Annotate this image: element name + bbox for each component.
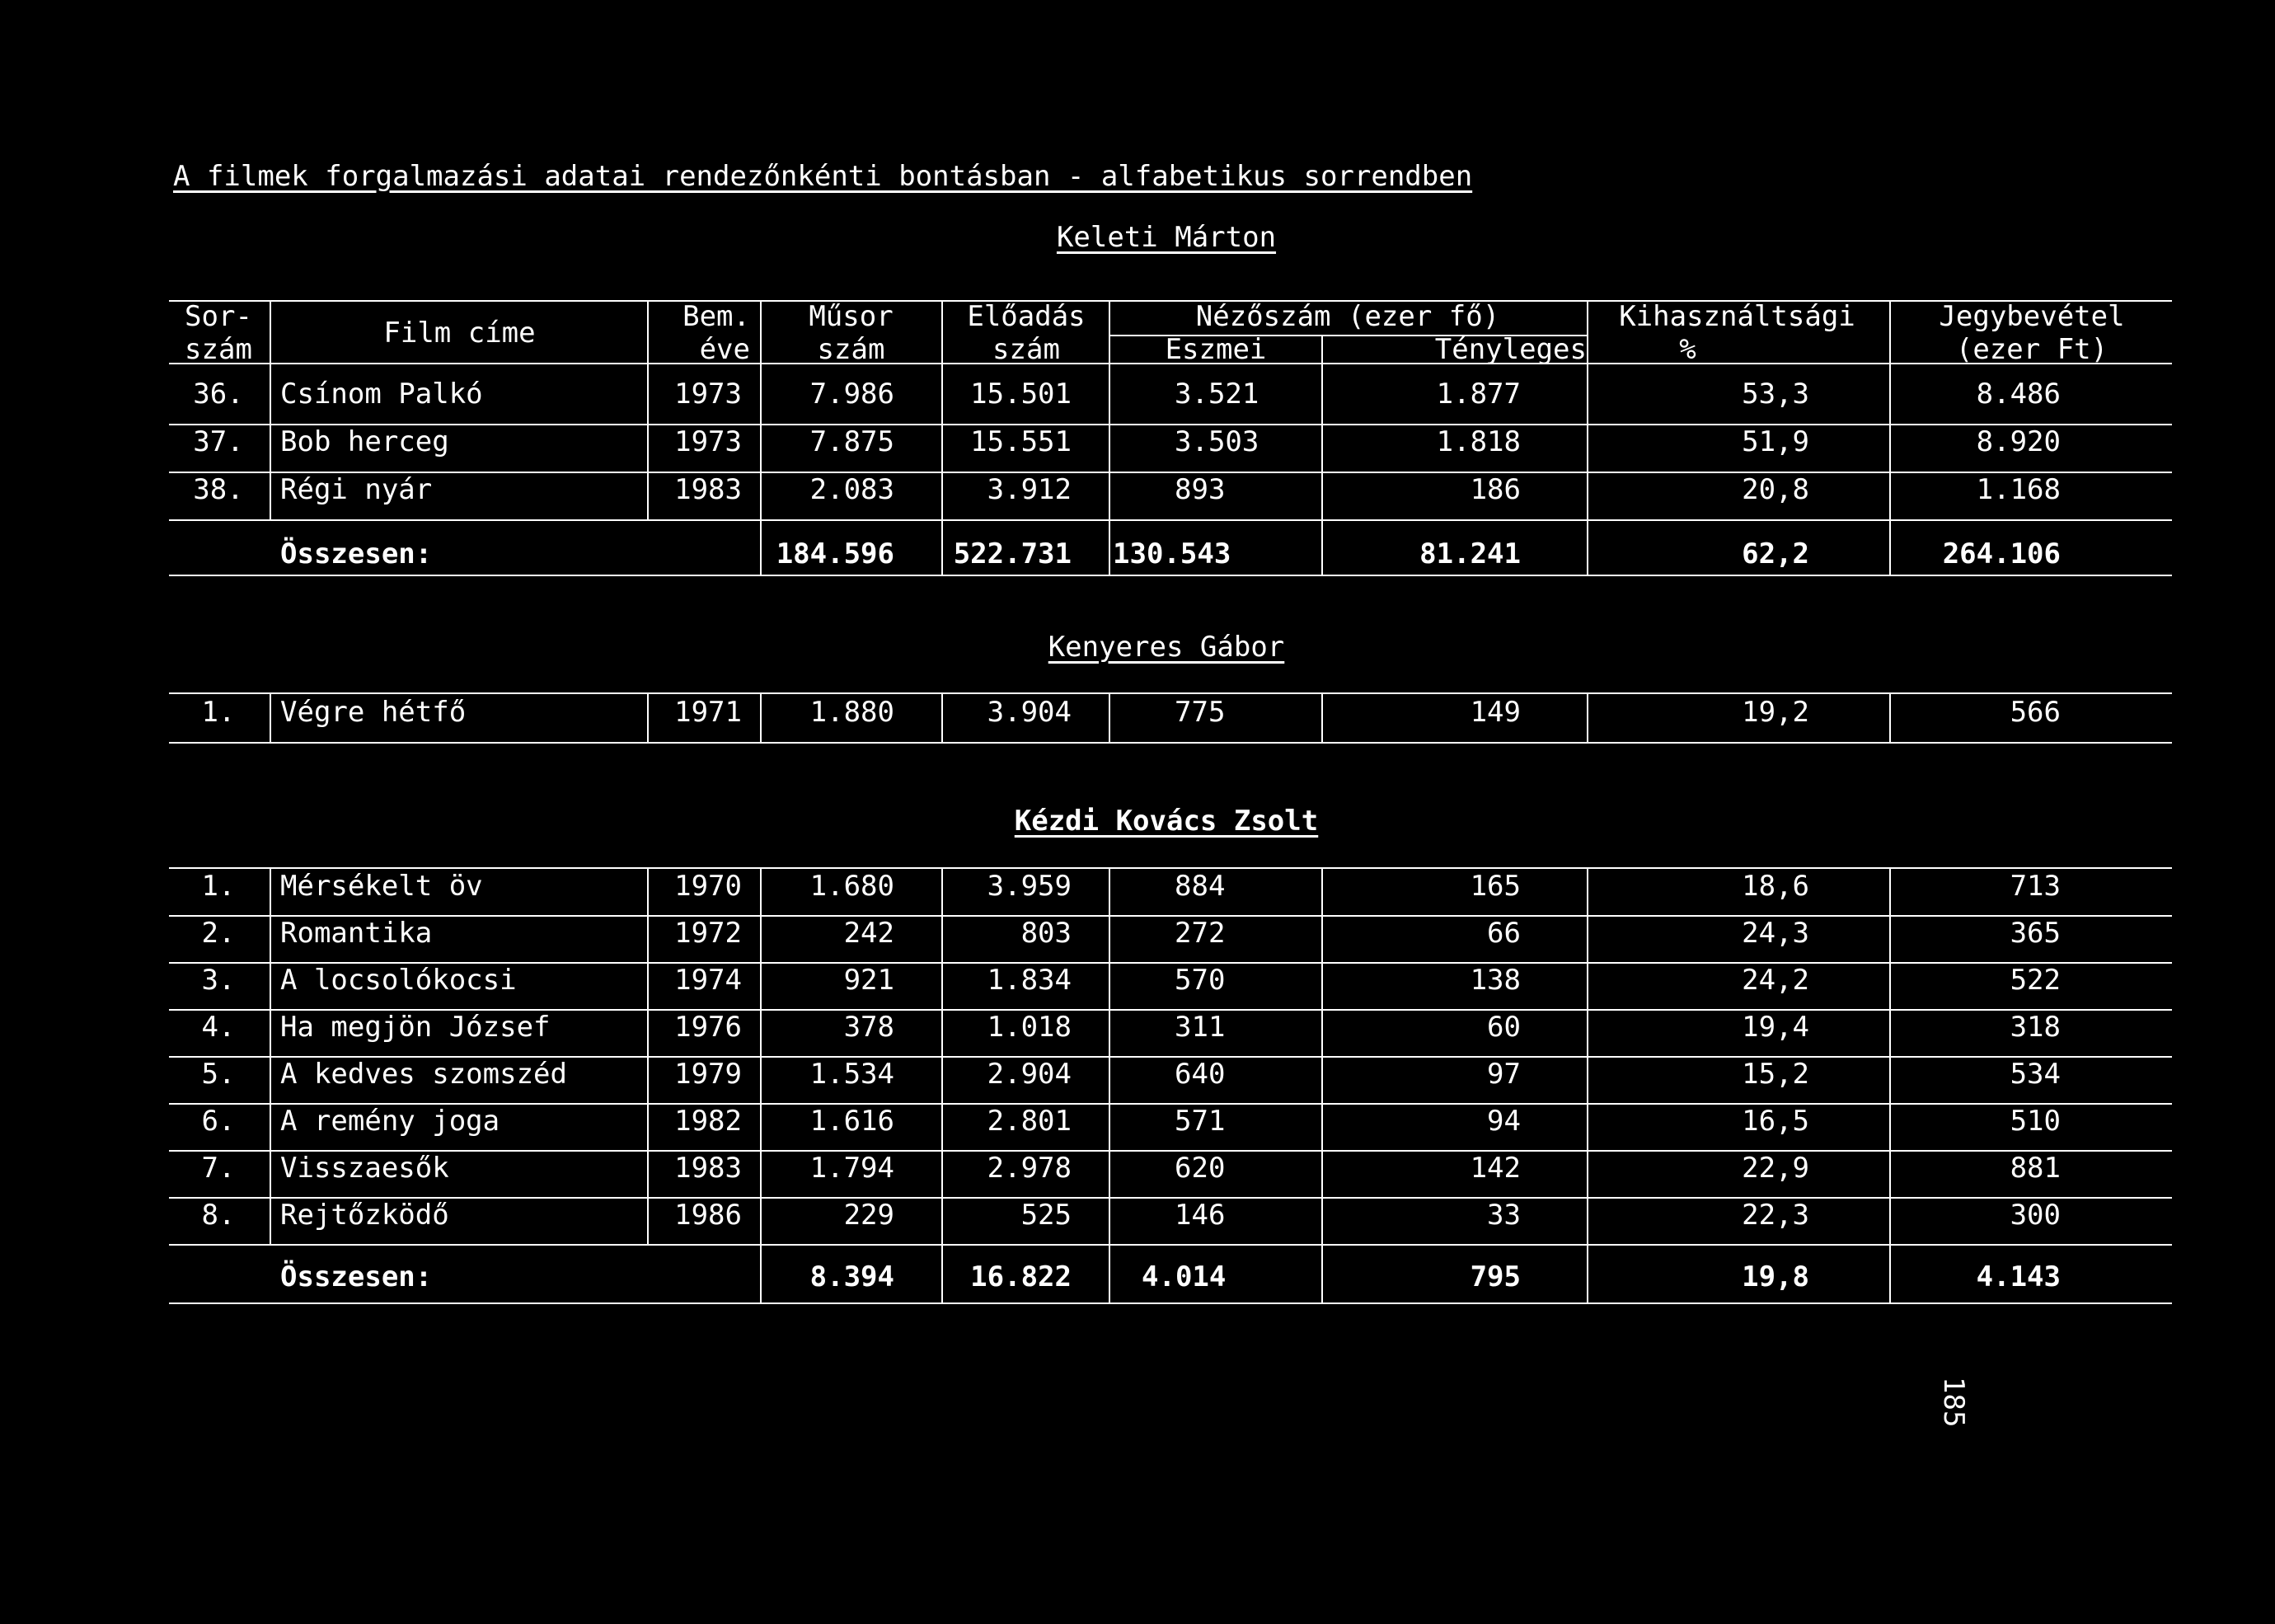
eloadas-value: 803 (1020, 917, 1072, 950)
release-year: 1970 (674, 870, 742, 903)
musor-value: 7.986 (809, 378, 894, 411)
release-year: 1971 (674, 696, 742, 729)
row-number: 37. (193, 425, 244, 458)
tenyleges-value: 165 (1470, 870, 1521, 903)
jegybevetel-value: 318 (2010, 1011, 2061, 1044)
header-nezoszam: Nézőszám (ezer fő) (1195, 300, 1500, 333)
release-year: 1973 (674, 425, 742, 458)
film-title: Ha megjön József (280, 1011, 551, 1044)
row-number: 4. (201, 1011, 236, 1044)
eszmei-value: 3.503 (1175, 425, 1259, 458)
total-eszmei: 130.543 (1113, 537, 1231, 570)
header-sorszam-1: Sor- (185, 300, 252, 333)
eloadas-value: 15.501 (970, 378, 1072, 411)
kihasznaltsag-value: 24,3 (1742, 917, 1809, 950)
eloadas-value: 2.904 (987, 1058, 1072, 1091)
kihasznaltsag-value: 16,5 (1742, 1105, 1809, 1138)
kihasznaltsag-value: 22,9 (1742, 1152, 1809, 1185)
header-musor-2: szám (817, 333, 885, 366)
musor-value: 1.680 (809, 870, 894, 903)
total-tenyleges: 81.241 (1419, 537, 1521, 570)
total-musor: 8.394 (809, 1260, 894, 1293)
jegybevetel-value: 365 (2010, 917, 2061, 950)
page-number: 185 (1937, 1377, 1970, 1428)
jegybevetel-value: 534 (2010, 1058, 2061, 1091)
tenyleges-value: 138 (1470, 964, 1521, 997)
film-title: Visszaesők (280, 1152, 449, 1185)
jegybevetel-value: 881 (2010, 1152, 2061, 1185)
row-number: 8. (201, 1199, 236, 1232)
musor-value: 378 (843, 1011, 894, 1044)
header-kihasznaltsagi-1: Kihasználtsági (1619, 300, 1855, 333)
eloadas-value: 2.978 (987, 1152, 1072, 1185)
eszmei-value: 3.521 (1175, 378, 1259, 411)
eloadas-value: 3.912 (987, 473, 1072, 506)
total-kihasznaltsag: 62,2 (1742, 537, 1809, 570)
release-year: 1973 (674, 378, 742, 411)
header-film-cime: Film címe (383, 317, 536, 350)
eloadas-value: 525 (1020, 1199, 1072, 1232)
eszmei-value: 620 (1175, 1152, 1226, 1185)
total-eloadas: 16.822 (970, 1260, 1072, 1293)
kihasznaltsag-value: 24,2 (1742, 964, 1809, 997)
header-musor-1: Műsor (809, 300, 894, 333)
header-eloadas-2: szám (992, 333, 1060, 366)
musor-value: 229 (843, 1199, 894, 1232)
total-label: Összesen: (280, 537, 433, 570)
director-title: Kézdi Kovács Zsolt (1014, 805, 1319, 838)
jegybevetel-value: 522 (2010, 964, 2061, 997)
film-title: Romantika (280, 917, 433, 950)
film-title: Bob herceg (280, 425, 449, 458)
tenyleges-value: 142 (1470, 1152, 1521, 1185)
eszmei-value: 146 (1175, 1199, 1226, 1232)
jegybevetel-value: 1.168 (1976, 473, 2061, 506)
film-title: Régi nyár (280, 473, 433, 506)
eloadas-value: 1.834 (987, 964, 1072, 997)
jegybevetel-value: 300 (2010, 1199, 2061, 1232)
kihasznaltsag-value: 51,9 (1742, 425, 1809, 458)
header-sorszam-2: szám (185, 333, 252, 366)
eloadas-value: 2.801 (987, 1105, 1072, 1138)
total-jegybevetel: 4.143 (1976, 1260, 2061, 1293)
film-title: Csínom Palkó (280, 378, 483, 411)
film-title: A remény joga (280, 1105, 500, 1138)
release-year: 1982 (674, 1105, 742, 1138)
eloadas-value: 3.959 (987, 870, 1072, 903)
total-tenyleges: 795 (1470, 1260, 1521, 1293)
row-number: 38. (193, 473, 244, 506)
jegybevetel-value: 8.486 (1976, 378, 2061, 411)
jegybevetel-value: 8.920 (1976, 425, 2061, 458)
musor-value: 921 (843, 964, 894, 997)
eloadas-value: 3.904 (987, 696, 1072, 729)
total-kihasznaltsag: 19,8 (1742, 1260, 1809, 1293)
eszmei-value: 272 (1175, 917, 1226, 950)
release-year: 1983 (674, 473, 742, 506)
kihasznaltsag-value: 19,4 (1742, 1011, 1809, 1044)
musor-value: 1.616 (809, 1105, 894, 1138)
eszmei-value: 570 (1175, 964, 1226, 997)
row-number: 6. (201, 1105, 236, 1138)
eszmei-value: 775 (1175, 696, 1226, 729)
header-tenyleges: Tényleges (1434, 333, 1587, 366)
eszmei-value: 640 (1175, 1058, 1226, 1091)
film-title: Végre hétfő (280, 696, 467, 729)
total-musor: 184.596 (776, 537, 894, 570)
film-title: A locsolókocsi (280, 964, 517, 997)
release-year: 1983 (674, 1152, 742, 1185)
row-number: 2. (201, 917, 236, 950)
kihasznaltsag-value: 20,8 (1742, 473, 1809, 506)
header-eszmei: Eszmei (1165, 333, 1267, 366)
release-year: 1972 (674, 917, 742, 950)
eszmei-value: 893 (1175, 473, 1226, 506)
eszmei-value: 311 (1175, 1011, 1226, 1044)
musor-value: 1.534 (809, 1058, 894, 1091)
row-number: 1. (201, 870, 236, 903)
kihasznaltsag-value: 53,3 (1742, 378, 1809, 411)
tenyleges-value: 1.818 (1436, 425, 1521, 458)
header-bem-eve-1: Bem. (682, 300, 750, 333)
row-number: 5. (201, 1058, 236, 1091)
jegybevetel-value: 713 (2010, 870, 2061, 903)
release-year: 1974 (674, 964, 742, 997)
header-eloadas-1: Előadás (967, 300, 1086, 333)
document-title: A filmek forgalmazási adatai rendezőnkénti bontásban - alfabetikus sorrendben (173, 160, 1473, 193)
musor-value: 7.875 (809, 425, 894, 458)
total-eszmei: 4.014 (1142, 1260, 1227, 1293)
kihasznaltsag-value: 19,2 (1742, 696, 1809, 729)
tenyleges-value: 66 (1487, 917, 1521, 950)
eloadas-value: 1.018 (987, 1011, 1072, 1044)
eloadas-value: 15.551 (970, 425, 1072, 458)
tenyleges-value: 94 (1487, 1105, 1521, 1138)
tenyleges-value: 1.877 (1436, 378, 1521, 411)
tenyleges-value: 186 (1470, 473, 1521, 506)
release-year: 1976 (674, 1011, 742, 1044)
header-jegybevetel-1: Jegybevétel (1939, 300, 2125, 333)
total-label: Összesen: (280, 1260, 433, 1293)
director-title: Keleti Márton (1056, 221, 1277, 254)
row-number: 1. (201, 696, 236, 729)
release-year: 1979 (674, 1058, 742, 1091)
header-bem-eve-2: éve (699, 333, 750, 366)
kihasznaltsag-value: 22,3 (1742, 1199, 1809, 1232)
row-number: 7. (201, 1152, 236, 1185)
film-title: Rejtőzködő (280, 1199, 449, 1232)
release-year: 1986 (674, 1199, 742, 1232)
header-jegybevetel-2: (ezer Ft) (1955, 333, 2108, 366)
jegybevetel-value: 566 (2010, 696, 2061, 729)
jegybevetel-value: 510 (2010, 1105, 2061, 1138)
header-kihasznaltsagi-2: % (1679, 333, 1696, 366)
row-number: 3. (201, 964, 236, 997)
musor-value: 1.794 (809, 1152, 894, 1185)
kihasznaltsag-value: 15,2 (1742, 1058, 1809, 1091)
film-title: Mérsékelt öv (280, 870, 483, 903)
kihasznaltsag-value: 18,6 (1742, 870, 1809, 903)
total-eloadas: 522.731 (953, 537, 1072, 570)
tenyleges-value: 60 (1487, 1011, 1521, 1044)
musor-value: 1.880 (809, 696, 894, 729)
musor-value: 2.083 (809, 473, 894, 506)
film-title: A kedves szomszéd (280, 1058, 567, 1091)
musor-value: 242 (843, 917, 894, 950)
tenyleges-value: 33 (1487, 1199, 1521, 1232)
row-number: 36. (193, 378, 244, 411)
total-jegybevetel: 264.106 (1942, 537, 2061, 570)
eszmei-value: 571 (1175, 1105, 1226, 1138)
director-title: Kenyeres Gábor (1048, 631, 1285, 664)
eszmei-value: 884 (1175, 870, 1226, 903)
tenyleges-value: 149 (1470, 696, 1521, 729)
tenyleges-value: 97 (1487, 1058, 1521, 1091)
